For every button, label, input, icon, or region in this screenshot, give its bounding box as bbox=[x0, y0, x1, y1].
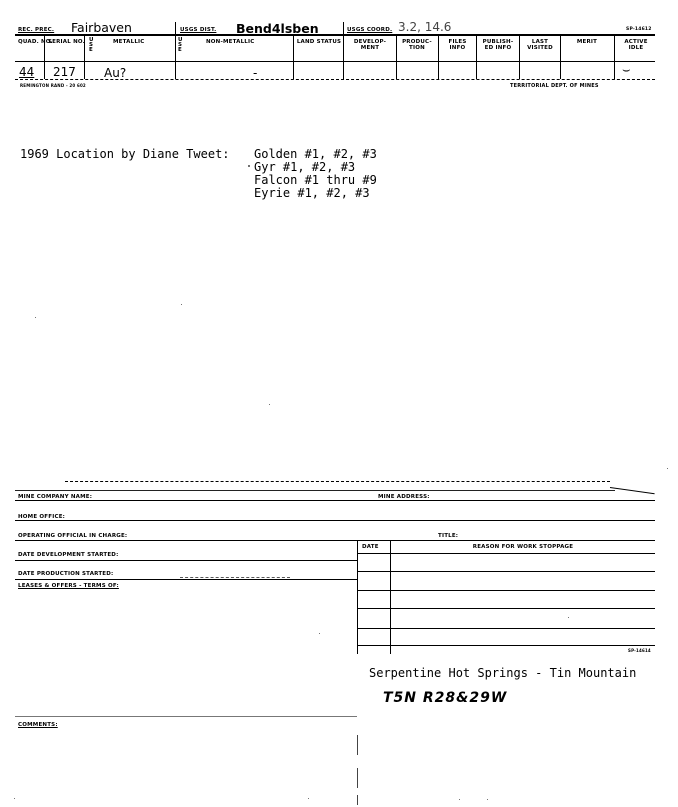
col-merit: MERIT bbox=[576, 39, 598, 45]
fold-line bbox=[65, 481, 610, 482]
col-files-info: FILES INFO bbox=[448, 39, 467, 51]
stoppage-row bbox=[357, 571, 655, 572]
stoppage-header-rule bbox=[357, 553, 655, 554]
home-office-label: HOME OFFICE: bbox=[18, 514, 66, 520]
active-idle-mark: ⌣ bbox=[622, 63, 631, 78]
col-production: PRODUC- TION bbox=[402, 39, 432, 51]
fold-line-solid bbox=[15, 490, 615, 491]
stoppage-row bbox=[357, 645, 655, 646]
usgs-coord-label: USGS COORD. bbox=[347, 27, 393, 33]
scan-speck bbox=[319, 633, 320, 634]
scan-speck bbox=[667, 468, 668, 469]
col-use-metallic: U S E bbox=[89, 37, 94, 53]
col-quad-no: QUAD. NO. bbox=[18, 39, 53, 45]
col-development: DEVELOP- MENT bbox=[353, 39, 387, 51]
col-metallic: METALLIC bbox=[113, 39, 145, 45]
mine-address-label: MINE ADDRESS: bbox=[378, 494, 430, 500]
header-rule-mid bbox=[15, 61, 655, 62]
stoppage-left-border bbox=[357, 541, 358, 654]
claim-line-2: Gyr #1, #2, #3 bbox=[254, 160, 356, 174]
stoppage-row bbox=[357, 608, 655, 609]
stoppage-row bbox=[357, 628, 655, 629]
col-published-info: PUBLISH- ED INFO bbox=[482, 39, 514, 51]
rec-prec-value: Fairbaven bbox=[71, 20, 132, 35]
township-range: T5N R28&29W bbox=[383, 690, 508, 706]
leases-offers-label: LEASES & OFFERS - TERMS OF: bbox=[18, 583, 119, 589]
comments-divider bbox=[357, 795, 358, 805]
col-active-idle: ACTIVE IDLE bbox=[624, 39, 648, 51]
col-sep bbox=[519, 35, 520, 79]
col-nonmetallic: NON-METALLIC bbox=[206, 39, 255, 45]
col-use-nonmetallic: U S E bbox=[178, 37, 183, 53]
scan-speck bbox=[35, 317, 36, 318]
scan-speck bbox=[487, 799, 488, 800]
department-mark: TERRITORIAL DEPT. OF MINES bbox=[510, 83, 599, 89]
location-label: 1969 Location by Diane Tweet: bbox=[20, 147, 230, 161]
claim-line-1: Golden #1, #2, #3 bbox=[254, 147, 377, 161]
header-rule-top bbox=[15, 34, 655, 36]
date-col-label: DATE bbox=[362, 544, 379, 550]
col-land-status: LAND STATUS bbox=[296, 39, 342, 45]
reason-col-label: REASON FOR WORK STOPPAGE bbox=[472, 544, 574, 550]
col-sep bbox=[476, 35, 477, 79]
col-sep bbox=[560, 35, 561, 79]
printer-mark: REMINGTON RAND - 20 602 bbox=[20, 83, 86, 88]
comments-label: COMMENTS: bbox=[18, 722, 58, 728]
rule-company bbox=[15, 500, 655, 501]
serial-value: 217 bbox=[53, 65, 76, 79]
comments-divider bbox=[357, 768, 358, 788]
col-sep bbox=[343, 22, 344, 79]
scan-speck bbox=[181, 304, 182, 305]
stoppage-date-sep bbox=[390, 541, 391, 654]
rule-comments bbox=[15, 716, 357, 717]
title-label: TITLE: bbox=[438, 533, 459, 539]
date-development-started-label: DATE DEVELOPMENT STARTED: bbox=[18, 552, 119, 558]
rule-production bbox=[15, 579, 357, 580]
rec-prec-label: REC. PREC. bbox=[18, 27, 55, 33]
col-sep bbox=[614, 35, 615, 79]
col-last-visited: LAST VISITED bbox=[527, 39, 553, 51]
production-dash bbox=[180, 577, 290, 578]
location-note: Serpentine Hot Springs - Tin Mountain bbox=[369, 666, 637, 680]
col-sep bbox=[438, 35, 439, 79]
quad-value: 44 bbox=[19, 65, 35, 79]
form-number-2: SP-14614 bbox=[628, 648, 651, 653]
metallic-value: Au? bbox=[104, 66, 127, 80]
scan-speck bbox=[269, 404, 270, 405]
usgs-dist-label: USGS DIST. bbox=[180, 27, 217, 33]
scan-speck bbox=[248, 165, 250, 167]
col-sep bbox=[396, 35, 397, 79]
col-sep bbox=[175, 22, 176, 79]
claim-line-4: Eyrie #1, #2, #3 bbox=[254, 186, 370, 200]
claim-line-3: Falcon #1 thru #9 bbox=[254, 173, 377, 187]
col-sep bbox=[84, 35, 85, 79]
header-rule-bottom bbox=[15, 79, 655, 80]
form-number: SP-14612 bbox=[626, 27, 652, 32]
mine-company-name-label: MINE COMPANY NAME: bbox=[18, 494, 93, 500]
scan-speck bbox=[308, 798, 309, 799]
usgs-coord-value: 3.2, 14.6 bbox=[398, 20, 452, 34]
col-sep bbox=[44, 35, 45, 79]
scan-speck bbox=[568, 617, 569, 618]
col-sep bbox=[293, 35, 294, 79]
fold-line-tail bbox=[610, 487, 655, 494]
operating-official-label: OPERATING OFFICIAL IN CHARGE: bbox=[18, 533, 128, 539]
rule-official bbox=[15, 540, 655, 541]
scan-speck bbox=[459, 799, 460, 800]
col-serial-no: SERIAL NO. bbox=[48, 39, 85, 45]
comments-divider bbox=[357, 735, 358, 755]
nonmetallic-value: - bbox=[253, 66, 258, 80]
date-production-started-label: DATE PRODUCTION STARTED: bbox=[18, 571, 114, 577]
usgs-dist-value: Bend4lsben bbox=[236, 21, 319, 36]
rule-home-office bbox=[15, 520, 655, 521]
rule-development bbox=[15, 560, 357, 561]
stoppage-row bbox=[357, 590, 655, 591]
scan-speck bbox=[14, 798, 15, 799]
